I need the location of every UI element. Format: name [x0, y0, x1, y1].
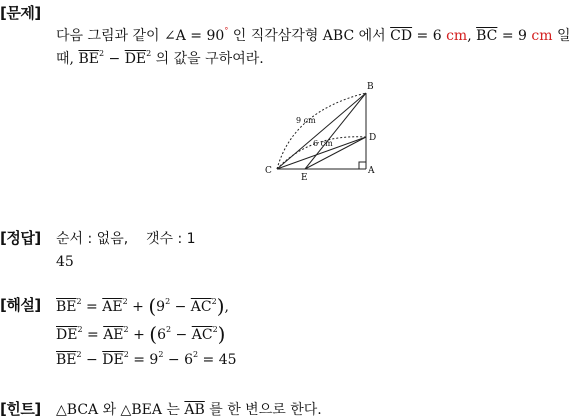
unit-cm: cm	[446, 28, 468, 44]
problem-line-1: 다음 그림과 같이 ∠A = 90° 인 직각삼각형 ABC 에서 $\overline{CD} = 6$ cm, $\overline{BC} = 9$ cm 일	[56, 26, 571, 44]
label-d: D	[369, 133, 377, 143]
solution-line-3: $\overline{BE}^2 - \overline{DE}^2 = 9^2 - 6^2 = 45$	[56, 350, 237, 368]
problem-line-2: 때, $\overline{BE}^2 - \overline{DE}^2$ 의 값을 구하여라.	[56, 49, 264, 67]
segment-bc: $\overline{BC}$	[476, 28, 498, 44]
triangle-figure	[255, 76, 395, 184]
segment-ab: $\overline{AB}$	[184, 402, 205, 418]
segment-be-line	[305, 93, 366, 169]
label-e: E	[301, 173, 308, 183]
segment-de: $\overline{DE}$	[124, 51, 147, 67]
answer-tag: [정답]	[0, 229, 41, 247]
solution-line-1: $\overline{BE}^2 = \overline{AE}^2 + (9^2 - \overline{AC}^2)$,	[56, 294, 229, 318]
label-a: A	[368, 166, 375, 176]
label-c: C	[265, 166, 272, 176]
length-cd-label: 6 cm	[313, 139, 333, 148]
answer-value: 45	[56, 254, 74, 270]
segment-be: $\overline{BE}$	[78, 51, 99, 67]
unit-cm: cm	[531, 28, 553, 44]
degree-symbol: °	[224, 26, 229, 35]
right-angle-mark	[359, 162, 366, 169]
hint-text: △BCA 와 △BEA 는 $\overline{AB}$ 를 한 변으로 한다.	[56, 402, 322, 418]
answer-meta: 순서 : 없음, 갯수 : 1	[56, 231, 196, 247]
solution-tag: [해설]	[0, 296, 41, 314]
solution-line-2: $\overline{DE}^2 = \overline{AE}^2 + (6^2 - \overline{AC}^2)$	[56, 322, 226, 346]
hint-tag: [힌트]	[0, 400, 41, 418]
length-bc-label: 9 cm	[296, 116, 316, 125]
label-b: B	[367, 82, 374, 92]
problem-tag: [문제]	[0, 4, 41, 22]
segment-cd: $\overline{CD}$	[390, 28, 413, 44]
